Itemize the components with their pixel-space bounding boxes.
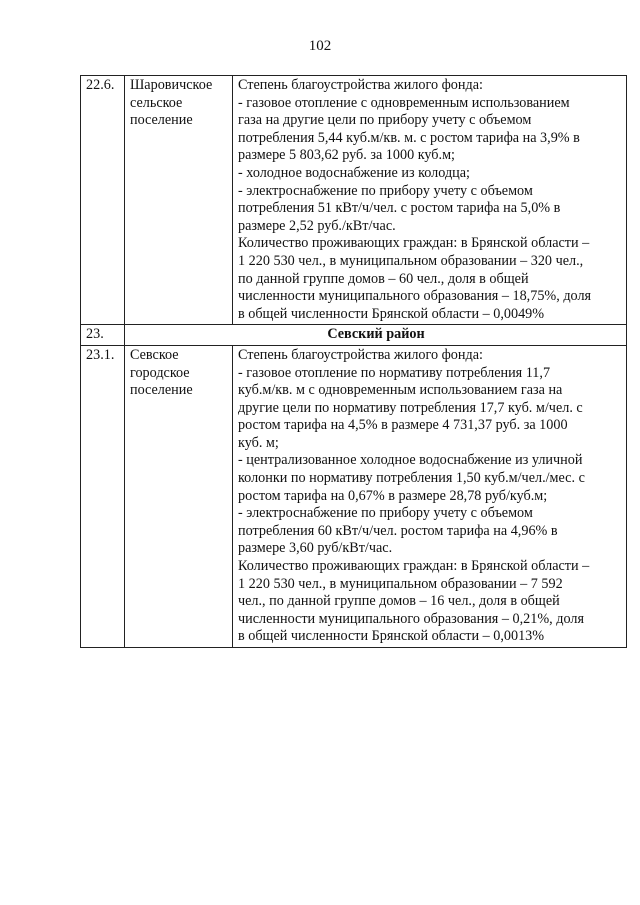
settlement-name-line: Шаровичское: [130, 77, 213, 93]
description-line: численности муниципального образования – 18,75%, доля: [238, 288, 592, 305]
description-line: куб. м;: [238, 434, 279, 451]
settlement-name-line: сельское: [130, 94, 183, 111]
description-line: Количество проживающих граждан: в Брянской области –: [238, 235, 590, 252]
description-line: размере 2,52 руб./кВт/час.: [238, 217, 396, 234]
housing-description: [233, 76, 627, 325]
page-number: 102: [308, 38, 332, 54]
description-line: Количество проживающих граждан: в Брянской области –: [238, 558, 590, 575]
row-number: 23.1.: [81, 345, 125, 647]
description-line: - электроснабжение по прибору учету с объемом: [238, 182, 533, 199]
description-line: потребления 60 кВт/ч/чел. ростом тарифа на 4,96% в: [238, 522, 558, 539]
description-line: потребления 51 кВт/ч/чел. с ростом тарифа на 5,0% в: [238, 200, 561, 217]
data-table: [80, 75, 627, 648]
description-line: Степень благоустройства жилого фонда:: [238, 346, 483, 363]
description-line: чел., по данной группе домов – 16 чел., доля в общей: [238, 593, 560, 610]
description-line: - централизованное холодное водоснабжение из уличной: [238, 452, 583, 469]
description-line: ростом тарифа на 0,67% в размере 28,78 руб/куб.м;: [238, 487, 548, 504]
table-row: [81, 76, 627, 325]
description-line: численности муниципального образования – 0,21%, доля: [238, 610, 584, 627]
settlement-name-line: городское: [130, 364, 190, 381]
table-body: [81, 76, 627, 648]
housing-description: [233, 345, 627, 647]
description-line: ростом тарифа на 4,5% в размере 4 731,37 руб. за 1000: [238, 417, 568, 434]
description-line: - газовое отопление с одновременным использованием: [238, 94, 570, 111]
row-number: 22.6.: [81, 76, 125, 325]
description-line: в общей численности Брянской области – 0,0049%: [238, 305, 545, 322]
description-line: газа на другие цели по прибору учету с объемом: [238, 112, 532, 129]
description-line: 1 220 530 чел., в муниципальном образовании – 320 чел.,: [238, 252, 584, 269]
description-line: размере 3,60 руб/кВт/час.: [238, 540, 393, 557]
settlement-name-line: поселение: [130, 112, 193, 129]
row-number: 23.: [81, 325, 125, 346]
description-line: - холодное водоснабжение из колодца;: [238, 164, 470, 181]
description-line: куб.м/кв. м с одновременным использованием газа на: [238, 382, 563, 399]
description-line: - газовое отопление по нормативу потребления 11,7: [238, 364, 551, 381]
description-line: в общей численности Брянской области – 0,0013%: [238, 628, 545, 645]
description-line: колонки по нормативу потребления 1,50 куб.м/чел./мес. с: [238, 470, 585, 487]
description-line: - электроснабжение по прибору учету с объемом: [238, 505, 533, 522]
settlement-name-line: поселение: [130, 382, 193, 399]
description-line: другие цели по нормативу потребления 17,7 куб. м/чел. с: [238, 399, 583, 416]
table-row: [81, 325, 627, 346]
settlement-name: [125, 76, 233, 325]
description-line: Степень благоустройства жилого фонда:: [238, 77, 483, 93]
settlement-name: [125, 345, 233, 647]
description-line: размере 5 803,62 руб. за 1000 куб.м;: [238, 147, 455, 164]
description-line: потребления 5,44 куб.м/кв. м. с ростом тарифа на 3,9% в: [238, 129, 580, 146]
settlement-name-line: Севское: [130, 346, 179, 363]
description-line: по данной группе домов – 60 чел., доля в общей: [238, 270, 529, 287]
description-line: 1 220 530 чел., в муниципальном образовании – 7 592: [238, 575, 563, 592]
table-row: [81, 345, 627, 647]
section-title: Севский район: [125, 325, 627, 346]
